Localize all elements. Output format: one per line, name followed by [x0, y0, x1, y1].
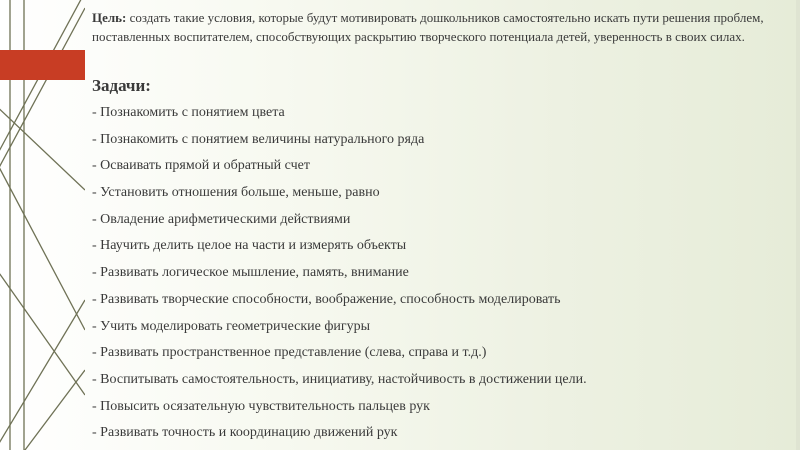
task-item: - Учить моделировать геометрические фигуры	[92, 318, 371, 334]
task-item: - Развивать точность и координацию движений рук	[92, 425, 398, 441]
task-item: - Развивать творческие способности, воображение, способность моделировать	[92, 291, 561, 307]
task-item: - Научить делить целое на части и измерять объекты	[92, 238, 407, 254]
task-item: - Познакомить с понятием величины натурального ряда	[92, 131, 425, 147]
slide-right-border	[796, 0, 800, 450]
goal-text: создать такие условия, которые будут мотивировать дошкольников самостоятельно искать пути решения проблем, поставленных воспитателем, способствующих раскрытию творческого потенциала детей, уверенность в своих силах.	[92, 10, 764, 44]
task-item: - Осваивать прямой и обратный счет	[92, 158, 310, 174]
goal-paragraph	[92, 9, 782, 46]
tasks-list	[92, 103, 587, 450]
task-item: - Развивать логическое мышление, память, внимание	[92, 265, 409, 281]
task-item: - Развивать пространственное представление (слева, справа и т.д.)	[92, 345, 487, 361]
task-item: - Повысить осязательную чувствительность пальцев рук	[92, 398, 430, 414]
task-item: - Воспитывать самостоятельность, инициативу, настойчивость в достижении цели.	[92, 371, 587, 387]
task-item: - Овладение арифметическими действиями	[92, 211, 351, 227]
task-item: - Познакомить с понятием цвета	[92, 105, 285, 120]
goal-label: Цель:	[92, 10, 127, 25]
accent-banner	[0, 50, 85, 80]
task-item: - Установить отношения больше, меньше, равно	[92, 185, 380, 201]
tasks-heading: Задачи:	[92, 76, 151, 95]
